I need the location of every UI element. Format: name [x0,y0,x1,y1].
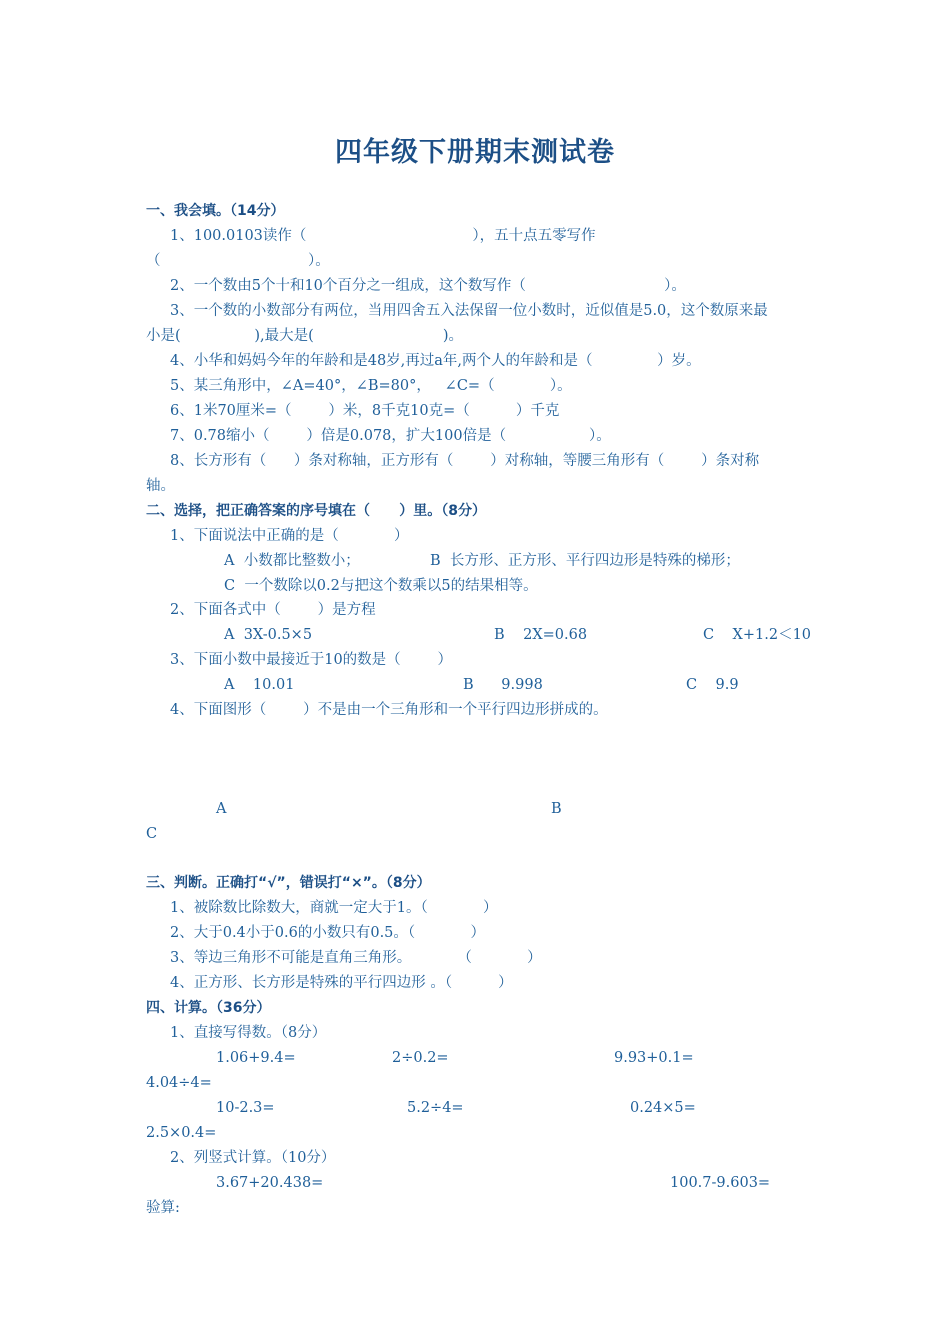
expression-3: 9.93+0.1= [614,1050,694,1066]
s2-q2-option-b: B 2X=0.68 [494,627,588,643]
s4-part-2: 2、列竖式计算。（10分） [170,1150,336,1166]
s1-question-3b: 小是( ),最大是( )。 [146,328,464,344]
check-label: 验算: [146,1200,180,1216]
s1-question-6: 6、1米70厘米=（ ）米，8千克10克=（ ）千克 [170,403,560,419]
section-3-heading: 三、判断。正确打“√”，错误打“×”。（8分） [146,875,431,891]
s1-question-1b: （ ）。 [146,253,330,269]
expression-8: 2.5×0.4= [146,1125,217,1141]
expression-2: 2÷0.2= [392,1050,449,1066]
s3-question-4: 4、正方形、长方形是特殊的平行四边形 。（ ） [170,975,513,991]
s2-question-1: 1、下面说法中正确的是（ ） [170,528,409,544]
s2-question-4: 4、下面图形（ ）不是由一个三角形和一个平行四边形拼成的。 [170,702,608,718]
s2-q3-option-b: B 9.998 [463,677,543,693]
s2-question-2: 2、下面各式中（ ）是方程 [170,602,376,618]
s1-question-8b: 轴。 [146,478,175,494]
s1-question-5: 5、某三角形中，∠A=40°，∠B=80°， ∠C=（ ）。 [170,378,572,394]
s1-question-8a: 8、长方形有（ ）条对称轴，正方形有（ ）对称轴，等腰三角形有（ ）条对称 [170,453,760,469]
section-4-heading: 四、计算。（36分） [146,1000,271,1016]
s2-q1-option-b: B 长方形、正方形、平行四边形是特殊的梯形； [430,553,740,569]
s1-question-4: 4、小华和妈妈今年的年龄和是48岁,再过a年,两个人的年龄和是（ ）岁。 [170,353,701,369]
figure-label-b: B [551,801,562,817]
expression-4: 4.04÷4= [146,1075,212,1091]
expression-7: 0.24×5= [630,1100,696,1116]
s1-question-3a: 3、一个数的小数部分有两位，当用四舍五入法保留一位小数时，近似值是5.0，这个数原来最 [170,303,768,319]
s3-question-3: 3、等边三角形不可能是直角三角形。 （ ） [170,950,542,966]
figure-label-c: C [146,826,158,842]
page-title: 四年级下册期末测试卷 [335,137,615,168]
s2-question-3: 3、下面小数中最接近于10的数是（ ） [170,652,453,668]
s2-q3-option-c: C 9.9 [686,677,739,693]
s2-q2-option-c: C X+1.2＜10 [703,627,812,643]
s2-q1-option-a: A 小数都比整数小； [224,553,360,569]
vertical-calc-1: 3.67+20.438= [216,1175,324,1191]
section-1-heading: 一、我会填。（14分） [146,203,285,219]
s2-q2-option-a: A 3X-0.5×5 [224,627,313,643]
s3-question-2: 2、大于0.4小于0.6的小数只有0.5。（ ） [170,925,485,941]
s3-question-1: 1、被除数比除数大，商就一定大于1。（ ） [170,900,498,916]
expression-5: 10-2.3= [216,1100,275,1116]
expression-1: 1.06+9.4= [216,1050,296,1066]
s1-question-7: 7、0.78缩小（ ）倍是0.078，扩大100倍是（ ）。 [170,428,611,444]
vertical-calc-2: 100.7-9.603= [670,1175,771,1191]
section-2-heading: 二、选择，把正确答案的序号填在（ ）里。（8分） [146,503,486,519]
figure-label-a: A [216,801,227,817]
s2-q3-option-a: A 10.01 [224,677,295,693]
s1-question-2: 2、一个数由5个十和10个百分之一组成，这个数写作（ ）。 [170,278,686,294]
s4-part-1: 1、直接写得数。（8分） [170,1025,327,1041]
expression-6: 5.2÷4= [407,1100,464,1116]
s2-q1-option-c: C 一个数除以0.2与把这个数乘以5的结果相等。 [224,578,538,594]
s1-question-1a: 1、100.0103读作（ ），五十点五零写作 [170,228,596,244]
